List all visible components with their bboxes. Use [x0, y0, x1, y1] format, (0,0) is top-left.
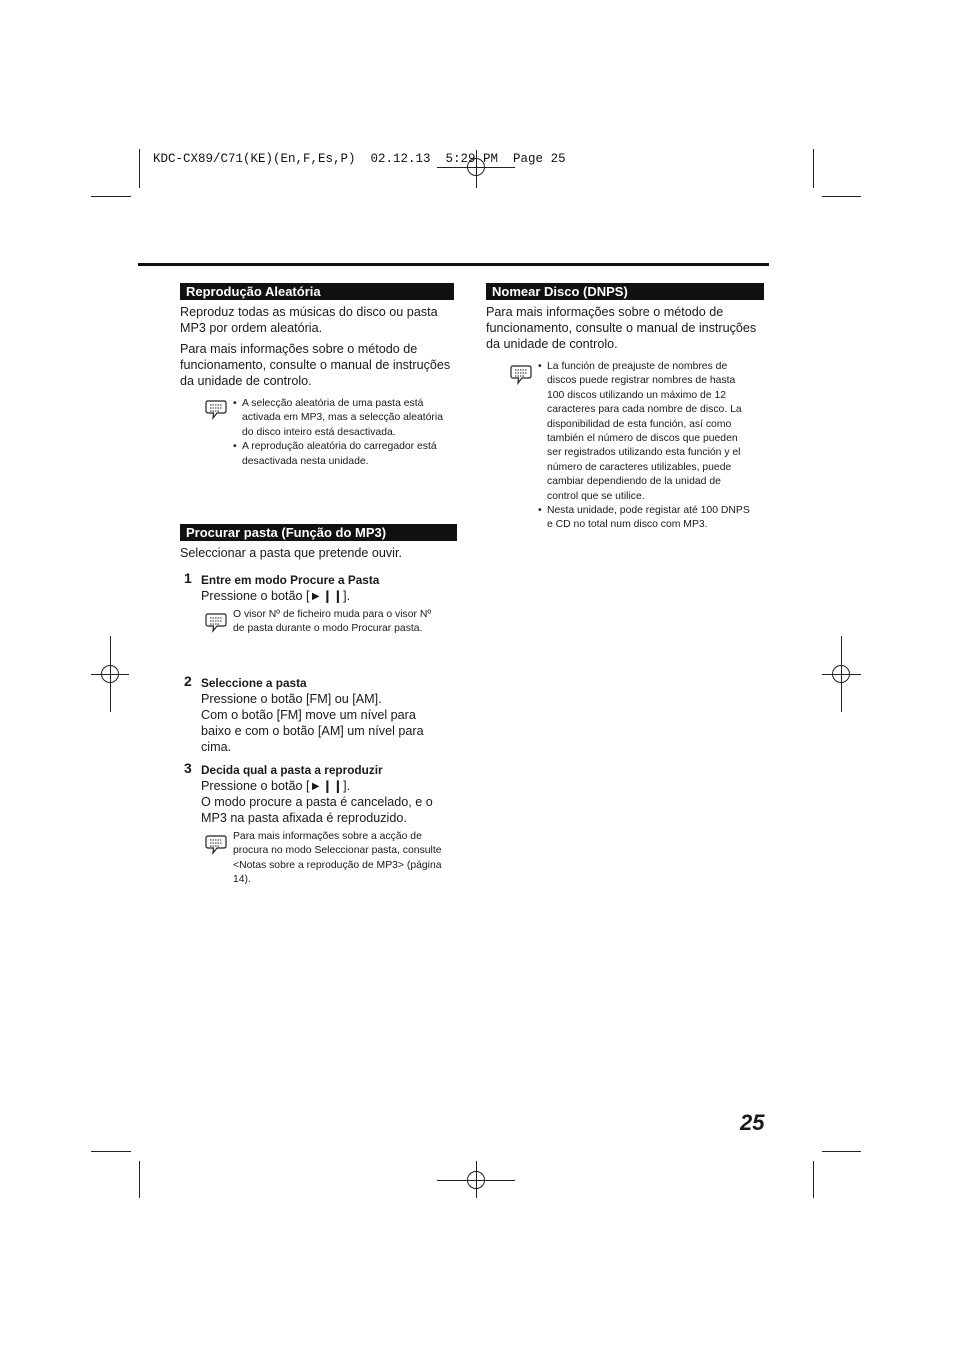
step-title: Entre em modo Procure a Pasta [201, 573, 380, 587]
paragraph: Reproduz todas as músicas do disco ou pasta MP3 por ordem aleatória. [180, 305, 438, 335]
section-heading-folder-search: Procurar pasta (Função do MP3) [180, 524, 457, 541]
crop-mark [822, 196, 861, 197]
step-1 [201, 572, 456, 604]
paragraph: Para mais informações sobre o método de funcionamento, consulte o manual de instruções da unidade de controlo. [180, 342, 451, 388]
crop-mark [91, 1151, 131, 1152]
note-item: • A selecção aleatória de uma pasta está activada em MP3, mas a selecção aleatória do disco inteiro está desactivada. [233, 397, 443, 440]
registration-mark [101, 665, 119, 683]
section-heading-random-play: Reprodução Aleatória [180, 283, 454, 300]
note-list [233, 397, 443, 469]
note-list [538, 360, 752, 533]
note-speech-bubble-icon [204, 612, 228, 634]
paragraph: Para mais informações sobre o método de funcionamento, consulte o manual de instruções da unidade de controlo. [486, 305, 757, 351]
note-speech-bubble-icon [204, 399, 228, 421]
crop-mark [813, 149, 814, 188]
step-3 [201, 762, 446, 826]
step-title: Seleccione a pasta [201, 676, 307, 690]
print-slug: KDC-CX89/C71(KE)(En,F,Es,P) 02.12.13 5:29 PM Page 25 [153, 152, 566, 166]
step-note: Para mais informações sobre a acção de procura no modo Seleccionar pasta, consulte <Notas sobre a reprodução de MP3> (página 14). [233, 831, 442, 886]
note-item: • Nesta unidade, pode registar até 100 DNPS e CD no total num disco com MP3. [538, 504, 752, 533]
step-text: O modo procure a pasta é cancelado, e o MP3 na pasta afixada é reproduzido. [201, 795, 433, 825]
crop-mark [139, 1161, 140, 1198]
header-rule [138, 263, 769, 266]
note-item: • La función de preajuste de nombres de discos puede registrar nombres de hasta 100 discos utilizando un máximo de 12 caracteres para cada nombre de disco. La disponibilidad de esta función, así como también el número de discos que pueden ser registrados utilizando esta función y el número de caracteres utilizables, puede cambiar dependiendo de la unidad de control que se utilice. [538, 360, 752, 504]
note-speech-bubble-icon [204, 834, 228, 856]
section-heading-dnps: Nomear Disco (DNPS) [486, 283, 764, 300]
step-number: 1 [184, 570, 192, 586]
step-text: Pressione o botão [FM] ou [AM]. [201, 692, 382, 706]
step-number: 2 [184, 673, 192, 689]
page-number: 25 [740, 1110, 765, 1135]
section-intro: Seleccionar a pasta que pretende ouvir. [180, 546, 402, 560]
step-title: Decida qual a pasta a reproduzir [201, 763, 383, 777]
crop-mark [822, 1151, 861, 1152]
step-note: O visor Nº de ficheiro muda para o visor Nº de pasta durante o modo Procurar pasta. [233, 609, 432, 635]
crop-mark [139, 149, 140, 188]
note-item: • A reprodução aleatória do carregador está desactivada nesta unidade. [233, 440, 443, 469]
crop-mark [813, 1161, 814, 1198]
step-text: Pressione o botão [►❙❙]. [201, 589, 351, 603]
registration-mark [467, 1171, 485, 1189]
step-2 [201, 675, 446, 755]
step-number: 3 [184, 760, 192, 776]
crop-mark [91, 196, 131, 197]
step-text: Pressione o botão [►❙❙]. [201, 779, 351, 793]
note-speech-bubble-icon [509, 364, 533, 386]
registration-mark [832, 665, 850, 683]
step-text: Com o botão [FM] move um nível para baixo e com o botão [AM] um nível para cima. [201, 708, 424, 754]
